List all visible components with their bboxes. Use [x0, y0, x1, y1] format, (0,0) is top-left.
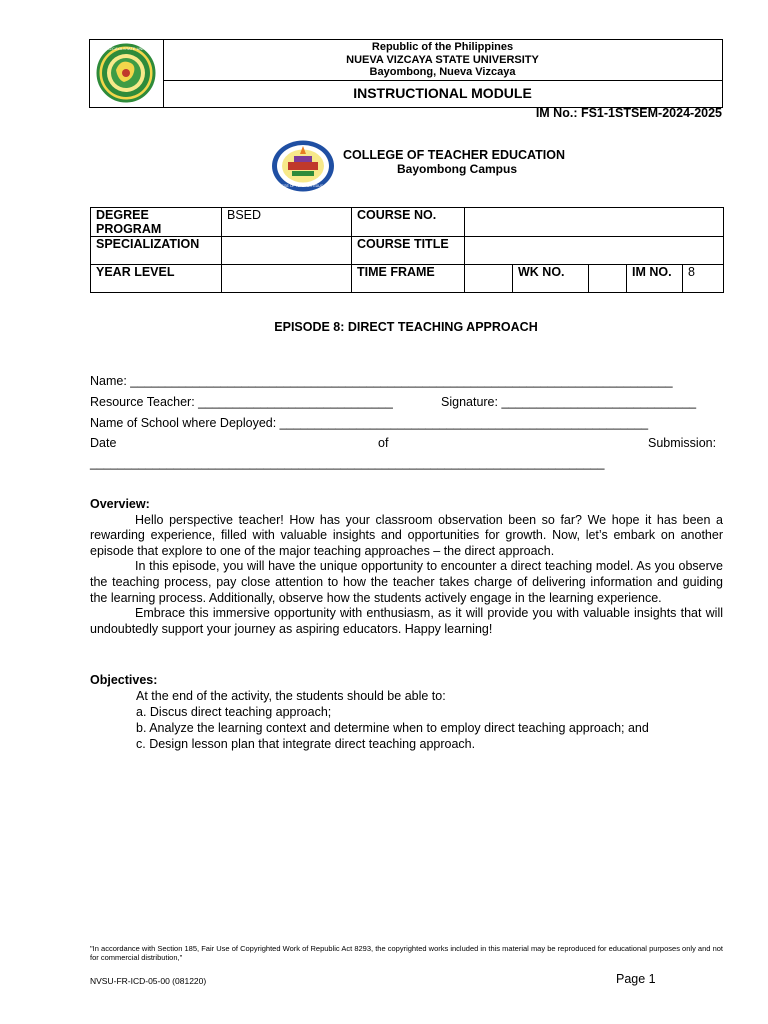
course-no-value — [465, 208, 724, 237]
im-number: IM No.: FS1-1STSEM-2024-2025 — [535, 106, 722, 120]
document-header — [89, 39, 723, 108]
overview-section — [90, 497, 723, 637]
overview-paragraph: Hello perspective teacher! How has your classroom observation been so far? We hope it has been a rewarding experience, filled with valuable insights and opportunities for growth. Now, let’s embark on another episode that explore to one of the major teaching approaches – the direct approach. — [90, 512, 723, 558]
degree-value: BSED — [222, 208, 352, 237]
wk-no-value — [589, 265, 627, 293]
signature-field[interactable]: Signature: ____________________________ — [441, 395, 697, 409]
overview-heading: Overview: — [90, 497, 150, 511]
form-code: NVSU-FR-ICD-05-00 (081220) — [90, 976, 207, 986]
list-item: b. Analyze the learning context and determine when to employ direct teaching approach; and — [136, 721, 649, 735]
year-level-value — [222, 265, 352, 293]
specialization-value — [222, 237, 352, 265]
specialization-label: SPECIALIZATION — [91, 237, 222, 265]
overview-paragraph: Embrace this immersive opportunity with enthusiasm, as it will provide you with valuable insights that will undoubtedly support your journey as aspiring educators. Happy learning! — [90, 606, 723, 636]
list-item: c. Design lesson plan that integrate direct teaching approach. — [136, 737, 476, 751]
university-location: Bayombong, Nueva Vizcaya — [369, 66, 516, 78]
college-name: COLLEGE OF TEACHER EDUCATION — [343, 148, 565, 162]
wk-no-label: WK NO. — [513, 265, 589, 293]
episode-title: EPISODE 8: DIRECT TEACHING APPROACH — [274, 320, 538, 334]
course-title-label: COURSE TITLE — [352, 237, 465, 265]
seal-text: NUEVA VIZCAYA STATE UNIVERSITY — [91, 46, 161, 51]
time-frame-value — [465, 265, 513, 293]
submission-label: Submission: — [648, 436, 717, 450]
course-title-value — [465, 237, 724, 265]
objectives-heading — [90, 673, 723, 689]
republic-text: Republic of the Philippines — [371, 41, 514, 53]
list-item: a. Discus direct teaching approach; — [136, 705, 332, 719]
name-field[interactable]: Name: ______________________________________________________________________________ — [90, 374, 673, 388]
im-no-label: IM NO. — [627, 265, 683, 293]
logo-cell — [90, 40, 164, 107]
page-number: Page 1 — [616, 972, 656, 986]
objectives-intro: At the end of the activity, the students should be able to: — [136, 689, 446, 703]
course-no-label: COURSE NO. — [352, 208, 465, 237]
time-frame-label: TIME FRAME — [352, 265, 465, 293]
university-block — [163, 40, 722, 81]
module-title: INSTRUCTIONAL MODULE — [353, 85, 532, 101]
overview-paragraph: In this episode, you will have the unique opportunity to encounter a direct teaching model. As you observe the teaching process, pay close attention to how the teacher takes charge of delivering information and guiding the learning process. Additionally, observe how the students actively engage in the learning experience. — [90, 559, 723, 605]
objectives-list — [136, 688, 649, 752]
resource-teacher-field[interactable]: Resource Teacher: ____________________________ — [90, 395, 393, 409]
nvsu-seal-icon — [90, 40, 163, 107]
cte-seal-icon — [270, 139, 338, 194]
school-field[interactable]: Name of School where Deployed: _____________________________________________________ — [90, 416, 649, 430]
university-name: NUEVA VIZCAYA STATE UNIVERSITY — [346, 53, 539, 66]
im-no-value: 8 — [683, 265, 724, 293]
degree-label: DEGREE PROGRAM — [91, 208, 222, 237]
date-submission-field[interactable]: __________________________________________________________________________ — [90, 456, 605, 470]
date-label: Date — [90, 436, 117, 450]
college-campus: Bayombong Campus — [397, 162, 518, 176]
copyright-footnote: "In accordance with Section 185, Fair Use of Copyrighted Work of Republic Act 8293, the copyrighted works included in this material may be reproduced for educational purposes only and not for commercial distribution," — [90, 944, 723, 962]
course-info-table — [90, 207, 724, 293]
year-level-label: YEAR LEVEL — [91, 265, 222, 293]
of-label: of — [378, 436, 389, 450]
cte-seal-text: COLLEGE OF TEACHER EDUCATION — [272, 184, 334, 188]
objectives-heading-text: Objectives: — [90, 673, 158, 687]
